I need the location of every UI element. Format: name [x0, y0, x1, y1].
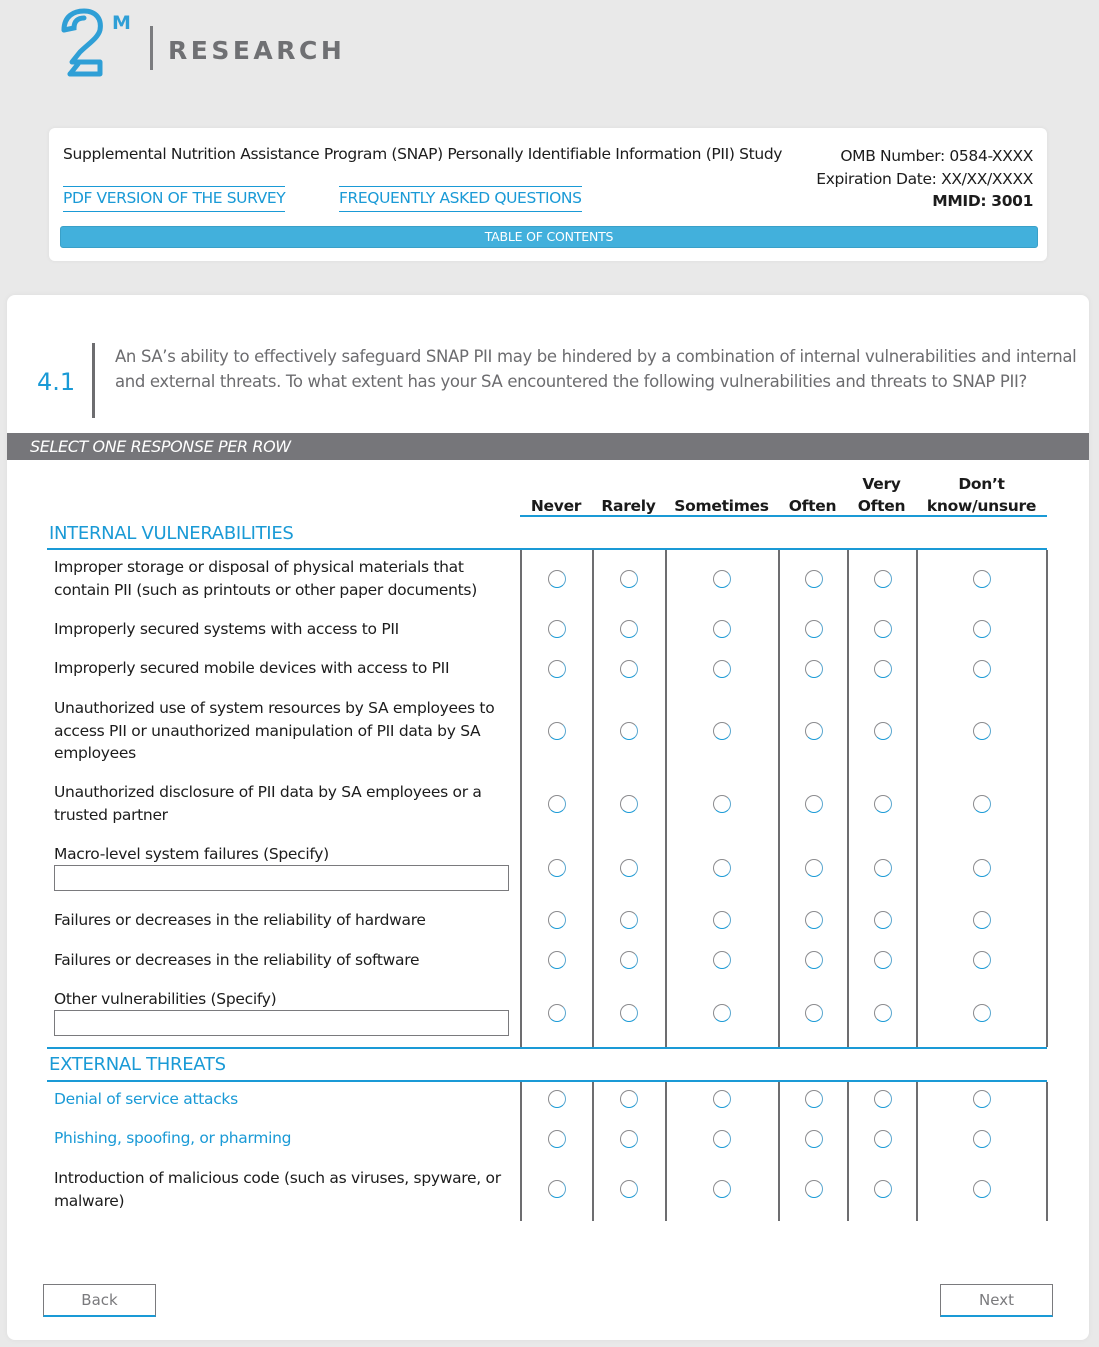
radio-never[interactable]: [548, 795, 566, 813]
radio-very-often[interactable]: [874, 570, 892, 588]
radio-never[interactable]: [548, 660, 566, 678]
radio-rarely[interactable]: [620, 951, 638, 969]
radio-sometimes[interactable]: [713, 620, 731, 638]
radio-very-often[interactable]: [874, 859, 892, 877]
row-label-malicious-code: Introduction of malicious code (such as viruses, spyware, or malware): [54, 1169, 501, 1210]
radio-never[interactable]: [548, 1004, 566, 1022]
radio-never[interactable]: [548, 1090, 566, 1108]
study-title: Supplemental Nutrition Assistance Program (SNAP) Personally Identifiable Information (PII) Study: [63, 145, 783, 163]
question-divider: [92, 343, 95, 418]
radio-very-often[interactable]: [874, 660, 892, 678]
row-label-other-vulnerabilities: Other vulnerabilities (Specify): [54, 990, 277, 1008]
question-text: An SA’s ability to effectively safeguard SNAP PII may be hindered by a combination of internal vulnerabilities and internal and external threats. To what extent has your SA encountered the following vulnerabilities and threats to SNAP PII?: [115, 347, 1077, 391]
omb-info: [816, 145, 1033, 213]
column-divider: [916, 550, 918, 1047]
radio-sometimes[interactable]: [713, 951, 731, 969]
survey-header: [49, 128, 1047, 261]
radio-dont-know[interactable]: [973, 1090, 991, 1108]
radio-sometimes[interactable]: [713, 722, 731, 740]
radio-never[interactable]: [548, 951, 566, 969]
radio-very-often[interactable]: [874, 1004, 892, 1022]
radio-never[interactable]: [548, 570, 566, 588]
radio-very-often[interactable]: [874, 1130, 892, 1148]
radio-never[interactable]: [548, 1130, 566, 1148]
radio-dont-know[interactable]: [973, 951, 991, 969]
question-card: [7, 295, 1089, 1340]
radio-dont-know[interactable]: [973, 1180, 991, 1198]
radio-dont-know[interactable]: [973, 1004, 991, 1022]
radio-rarely[interactable]: [620, 570, 638, 588]
column-divider: [778, 1082, 780, 1221]
row-label-macro-failures: Macro-level system failures (Specify): [54, 845, 329, 863]
radio-often[interactable]: [805, 1130, 823, 1148]
expiration-date: Expiration Date: XX/XX/XXXX: [816, 169, 1033, 188]
radio-often[interactable]: [805, 722, 823, 740]
row-label-phishing: Phishing, spoofing, or pharming: [54, 1129, 292, 1147]
column-divider: [520, 1082, 522, 1221]
column-divider: [1046, 1082, 1048, 1221]
question-number: 4.1: [37, 368, 76, 396]
radio-dont-know[interactable]: [973, 911, 991, 929]
column-divider: [665, 1082, 667, 1221]
radio-dont-know[interactable]: [973, 620, 991, 638]
radio-rarely[interactable]: [620, 1180, 638, 1198]
radio-never[interactable]: [548, 722, 566, 740]
section-bottom-line: [47, 1047, 1047, 1049]
radio-sometimes[interactable]: [713, 911, 731, 929]
radio-sometimes[interactable]: [713, 1130, 731, 1148]
radio-very-often[interactable]: [874, 722, 892, 740]
column-header-sometimes: Sometimes: [674, 497, 769, 515]
radio-dont-know[interactable]: [973, 660, 991, 678]
faq-link[interactable]: FREQUENTLY ASKED QUESTIONS: [339, 186, 582, 212]
radio-rarely[interactable]: [620, 859, 638, 877]
row-label-software: Failures or decreases in the reliability of software: [54, 951, 420, 969]
column-divider: [665, 550, 667, 1047]
row-label-unauthorized-disclosure: Unauthorized disclosure of PII data by SA employees or a trusted partner: [54, 783, 482, 824]
radio-sometimes[interactable]: [713, 660, 731, 678]
radio-very-often[interactable]: [874, 951, 892, 969]
pdf-version-link[interactable]: PDF VERSION OF THE SURVEY: [63, 186, 285, 212]
next-button[interactable]: Next: [940, 1284, 1053, 1317]
header-underline: [520, 515, 1047, 517]
radio-rarely[interactable]: [620, 1130, 638, 1148]
column-header-very-often: Very Often: [857, 475, 906, 515]
macro-failures-specify-input[interactable]: [54, 865, 509, 891]
logo-divider: [150, 26, 153, 70]
radio-dont-know[interactable]: [973, 570, 991, 588]
column-divider: [778, 550, 780, 1047]
section-top-line: [47, 548, 1047, 550]
row-label-denial-of-service: Denial of service attacks: [54, 1090, 238, 1108]
radio-often[interactable]: [805, 570, 823, 588]
radio-sometimes[interactable]: [713, 570, 731, 588]
radio-very-often[interactable]: [874, 1180, 892, 1198]
column-divider: [847, 1082, 849, 1221]
column-divider: [847, 550, 849, 1047]
radio-often[interactable]: [805, 795, 823, 813]
radio-dont-know[interactable]: [973, 859, 991, 877]
radio-dont-know[interactable]: [973, 795, 991, 813]
radio-often[interactable]: [805, 1090, 823, 1108]
column-divider: [592, 1082, 594, 1221]
radio-rarely[interactable]: [620, 660, 638, 678]
logo-2-mark-icon: [58, 8, 114, 80]
radio-sometimes[interactable]: [713, 859, 731, 877]
radio-rarely[interactable]: [620, 722, 638, 740]
table-of-contents-button[interactable]: TABLE OF CONTENTS: [60, 226, 1038, 248]
column-divider: [520, 550, 522, 1047]
row-label-unauthorized-use: Unauthorized use of system resources by SA employees to access PII or unauthorized manipulation of PII data by SA employees: [54, 699, 495, 762]
radio-often[interactable]: [805, 911, 823, 929]
radio-never[interactable]: [548, 1180, 566, 1198]
radio-never[interactable]: [548, 911, 566, 929]
radio-very-often[interactable]: [874, 620, 892, 638]
radio-often[interactable]: [805, 1004, 823, 1022]
radio-rarely[interactable]: [620, 1004, 638, 1022]
radio-often[interactable]: [805, 951, 823, 969]
row-label-mobile-devices: Improperly secured mobile devices with access to PII: [54, 659, 450, 677]
radio-very-often[interactable]: [874, 911, 892, 929]
radio-often[interactable]: [805, 620, 823, 638]
column-divider: [1046, 550, 1048, 1047]
row-label-secured-systems: Improperly secured systems with access to PII: [54, 620, 399, 638]
column-header-never: Never: [530, 497, 582, 515]
column-divider: [916, 1082, 918, 1221]
section-title-internal: INTERNAL VULNERABILITIES: [49, 523, 294, 544]
row-label-hardware: Failures or decreases in the reliability of hardware: [54, 911, 426, 929]
other-vulnerabilities-specify-input[interactable]: [54, 1010, 509, 1036]
column-header-dont-know: Don’t know/unsure: [926, 475, 1037, 515]
section-top-line: [47, 1080, 1047, 1082]
instruction-bar: SELECT ONE RESPONSE PER ROW: [7, 433, 1089, 460]
radio-dont-know[interactable]: [973, 722, 991, 740]
radio-rarely[interactable]: [620, 620, 638, 638]
omb-number: OMB Number: 0584-XXXX: [840, 147, 1033, 165]
radio-never[interactable]: [548, 620, 566, 638]
row-label-improper-storage: Improper storage or disposal of physical materials that contain PII (such as printouts or other paper documents): [54, 558, 477, 599]
radio-rarely[interactable]: [620, 911, 638, 929]
radio-sometimes[interactable]: [713, 1090, 731, 1108]
radio-often[interactable]: [805, 859, 823, 877]
radio-sometimes[interactable]: [713, 1180, 731, 1198]
mmid: MMID: 3001: [932, 192, 1033, 210]
radio-very-often[interactable]: [874, 1090, 892, 1108]
radio-sometimes[interactable]: [713, 1004, 731, 1022]
radio-sometimes[interactable]: [713, 795, 731, 813]
back-button[interactable]: Back: [43, 1284, 156, 1317]
section-title-external: EXTERNAL THREATS: [49, 1054, 226, 1075]
radio-often[interactable]: [805, 1180, 823, 1198]
company-logo: [58, 8, 348, 82]
radio-rarely[interactable]: [620, 1090, 638, 1108]
logo-wordmark: RESEARCH: [168, 36, 346, 65]
logo-superscript: M: [112, 12, 131, 34]
radio-never[interactable]: [548, 859, 566, 877]
column-divider: [592, 550, 594, 1047]
column-header-rarely: Rarely: [601, 497, 656, 515]
column-header-often: Often: [788, 497, 837, 515]
radio-dont-know[interactable]: [973, 1130, 991, 1148]
radio-rarely[interactable]: [620, 795, 638, 813]
radio-very-often[interactable]: [874, 795, 892, 813]
radio-often[interactable]: [805, 660, 823, 678]
